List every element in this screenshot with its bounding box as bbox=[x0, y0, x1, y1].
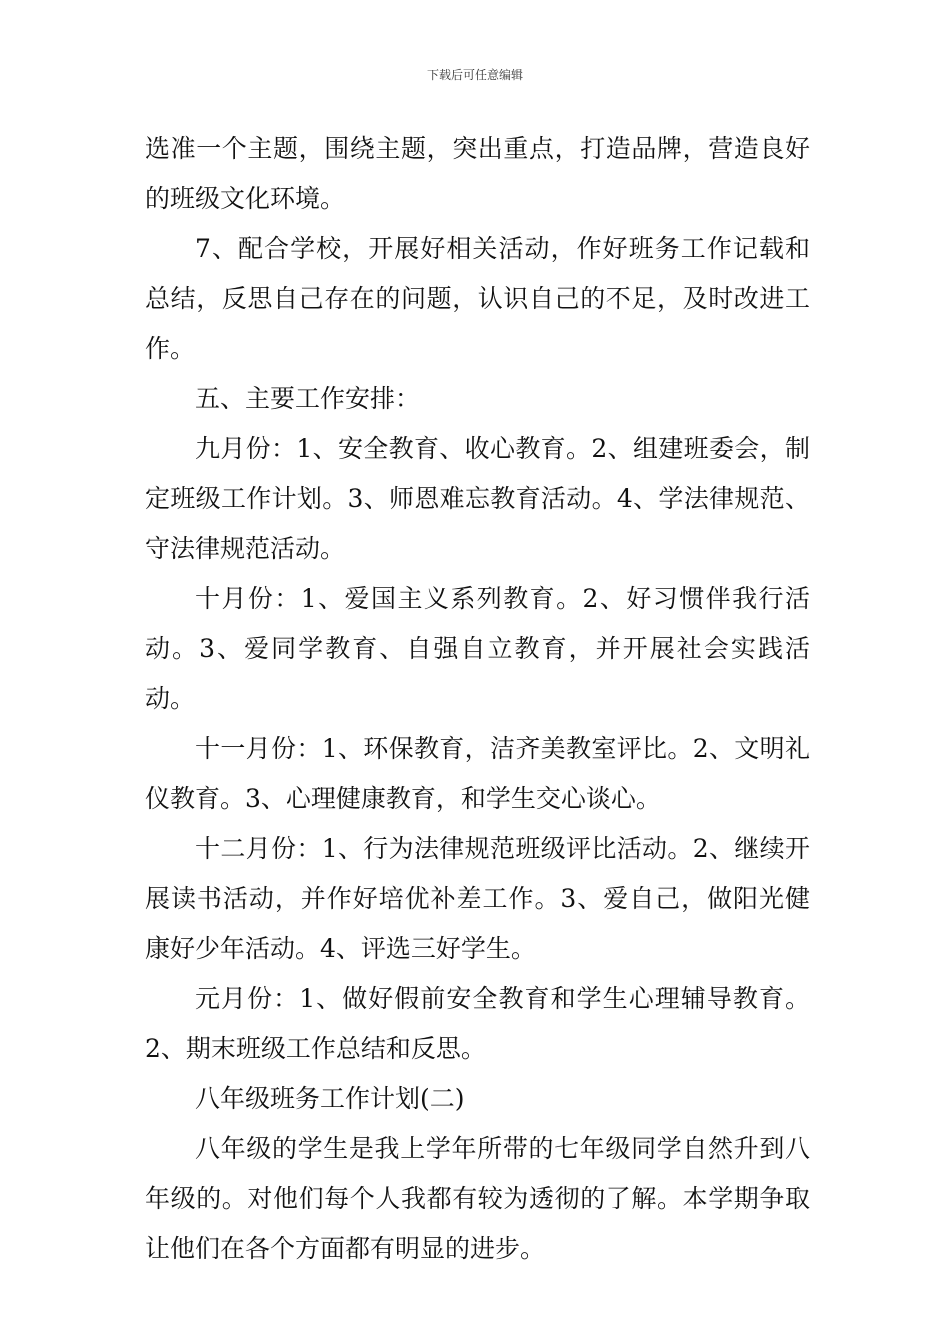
paragraph-january: 元月份：1、做好假前安全教育和学生心理辅导教育。2、期末班级工作总结和反思。 bbox=[145, 984, 810, 1063]
paragraph: 选准一个主题，围绕主题，突出重点，打造品牌，营造良好的班级文化环境。 bbox=[145, 134, 810, 213]
section-heading: 五、主要工作安排： bbox=[195, 384, 421, 413]
document-subtitle: 八年级班务工作计划(二) bbox=[195, 1084, 465, 1113]
paragraph: 八年级的学生是我上学年所带的七年级同学自然升到八年级的。对他们每个人我都有较为透彻的了解。本学期争取让他们在各个方面都有明显的进步。 bbox=[145, 1134, 810, 1263]
paragraph-december: 十二月份：1、行为法律规范班级评比活动。2、继续开展读书活动，并作好培优补差工作。3、爱自己，做阳光健康好少年活动。4、评选三好学生。 bbox=[145, 834, 810, 963]
document-body bbox=[145, 124, 810, 1274]
paragraph: 7、配合学校，开展好相关活动，作好班务工作记载和总结，反思自己存在的问题，认识自己的不足，及时改进工作。 bbox=[145, 234, 810, 363]
paragraph-september: 九月份：1、安全教育、收心教育。2、组建班委会，制定班级工作计划。3、师恩难忘教育活动。4、学法律规范、守法律规范活动。 bbox=[145, 434, 810, 563]
page-header: 下载后可任意编辑 bbox=[426, 68, 523, 82]
paragraph-october: 十月份：1、爱国主义系列教育。2、好习惯伴我行活动。3、爱同学教育、自强自立教育，并开展社会实践活动。 bbox=[145, 584, 810, 713]
paragraph-november: 十一月份：1、环保教育，洁齐美教室评比。2、文明礼仪教育。3、心理健康教育，和学生交心谈心。 bbox=[145, 734, 810, 813]
